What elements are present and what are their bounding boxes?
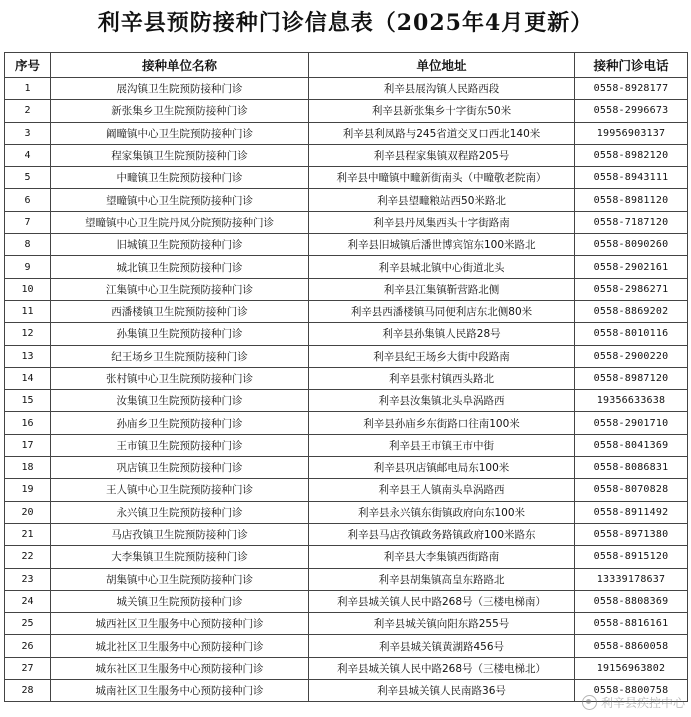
cell-address: 利辛县新张集乡十字街东50米	[309, 100, 575, 122]
table-row	[5, 479, 688, 501]
page-title: 利辛县预防接种门诊信息表（2025年4月更新）	[97, 10, 594, 36]
table-row	[5, 590, 688, 612]
table-row	[5, 457, 688, 479]
table-row	[5, 189, 688, 211]
cell-phone: 0558-8041369	[575, 434, 688, 456]
cell-index: 4	[5, 144, 51, 166]
cell-unit-name: 孙庙乡卫生院预防接种门诊	[51, 412, 309, 434]
cell-phone: 0558-8816161	[575, 613, 688, 635]
cell-unit-name: 纪王场乡卫生院预防接种门诊	[51, 345, 309, 367]
cell-phone: 0558-8981120	[575, 189, 688, 211]
cell-phone: 0558-2901710	[575, 412, 688, 434]
cell-address: 利辛县汝集镇北头阜涡路西	[309, 390, 575, 412]
cell-phone: 0558-8086831	[575, 457, 688, 479]
cell-unit-name: 江集镇中心卫生院预防接种门诊	[51, 278, 309, 300]
cell-unit-name: 城北社区卫生服务中心预防接种门诊	[51, 635, 309, 657]
cell-unit-name: 城北镇卫生院预防接种门诊	[51, 256, 309, 278]
cell-index: 14	[5, 367, 51, 389]
cell-index: 25	[5, 613, 51, 635]
cell-index: 3	[5, 122, 51, 144]
cell-address: 利辛县张村镇西头路北	[309, 367, 575, 389]
cell-address: 利辛县永兴镇东街镇政府向东100米	[309, 501, 575, 523]
cell-address: 利辛县城关镇向阳东路255号	[309, 613, 575, 635]
watermark-text: 利辛县疾控中心	[600, 696, 685, 710]
cell-address: 利辛县城北镇中心街道北头	[309, 256, 575, 278]
table-row	[5, 523, 688, 545]
table-row	[5, 657, 688, 679]
cell-unit-name: 城西社区卫生服务中心预防接种门诊	[51, 613, 309, 635]
cell-index: 28	[5, 680, 51, 702]
table-row	[5, 144, 688, 166]
cell-index: 2	[5, 100, 51, 122]
cell-address: 利辛县中疃镇中疃新街南头（中疃敬老院南）	[309, 167, 575, 189]
cell-phone: 0558-7187120	[575, 211, 688, 233]
cell-phone: 0558-2900220	[575, 345, 688, 367]
cell-phone: 0558-8971380	[575, 523, 688, 545]
cell-unit-name: 汝集镇卫生院预防接种门诊	[51, 390, 309, 412]
table-row	[5, 100, 688, 122]
cell-index: 8	[5, 234, 51, 256]
cell-index: 19	[5, 479, 51, 501]
cell-phone: 0558-8090260	[575, 234, 688, 256]
cell-address: 利辛县城关镇黄湖路456号	[309, 635, 575, 657]
cell-address: 利辛县王市镇王市中街	[309, 434, 575, 456]
table-body	[5, 78, 688, 702]
cell-index: 13	[5, 345, 51, 367]
cell-address: 利辛县马店孜镇政务路镇政府100米路东	[309, 523, 575, 545]
cell-index: 20	[5, 501, 51, 523]
table-row	[5, 78, 688, 100]
header-unit-name: 接种单位名称	[51, 53, 309, 78]
table-header-row	[5, 53, 688, 78]
cell-index: 17	[5, 434, 51, 456]
table-row	[5, 211, 688, 233]
cell-address: 利辛县大李集镇西街路南	[309, 546, 575, 568]
cell-unit-name: 王市镇卫生院预防接种门诊	[51, 434, 309, 456]
cell-phone: 19356633638	[575, 390, 688, 412]
cell-unit-name: 城东社区卫生服务中心预防接种门诊	[51, 657, 309, 679]
cell-address: 利辛县望疃粮站西50米路北	[309, 189, 575, 211]
table-row	[5, 345, 688, 367]
cell-unit-name: 展沟镇卫生院预防接种门诊	[51, 78, 309, 100]
cell-address: 利辛县胡集镇高皇东路路北	[309, 568, 575, 590]
logo-circle-icon	[582, 695, 597, 710]
cell-index: 6	[5, 189, 51, 211]
cell-address: 利辛县巩店镇邮电局东100米	[309, 457, 575, 479]
table-row	[5, 412, 688, 434]
cell-phone: 0558-8070828	[575, 479, 688, 501]
cell-phone: 0558-8915120	[575, 546, 688, 568]
cell-unit-name: 城关镇卫生院预防接种门诊	[51, 590, 309, 612]
cell-phone: 0558-8911492	[575, 501, 688, 523]
cell-address: 利辛县王人镇南头阜涡路西	[309, 479, 575, 501]
cell-address: 利辛县西潘楼镇马同便利店东北侧80米	[309, 300, 575, 322]
table-row	[5, 234, 688, 256]
table-row	[5, 278, 688, 300]
cell-address: 利辛县城关镇人民中路268号（三楼电梯北）	[309, 657, 575, 679]
cell-unit-name: 中疃镇卫生院预防接种门诊	[51, 167, 309, 189]
cell-unit-name: 程家集镇卫生院预防接种门诊	[51, 144, 309, 166]
cell-unit-name: 大李集镇卫生院预防接种门诊	[51, 546, 309, 568]
table-row	[5, 167, 688, 189]
table-row	[5, 390, 688, 412]
cell-unit-name: 望疃镇中心卫生院预防接种门诊	[51, 189, 309, 211]
cell-phone: 0558-8982120	[575, 144, 688, 166]
table-row	[5, 367, 688, 389]
cell-index: 7	[5, 211, 51, 233]
cell-index: 16	[5, 412, 51, 434]
cell-unit-name: 王人镇中心卫生院预防接种门诊	[51, 479, 309, 501]
cell-unit-name: 马店孜镇卫生院预防接种门诊	[51, 523, 309, 545]
cell-phone: 0558-8860058	[575, 635, 688, 657]
cell-phone: 0558-8869202	[575, 300, 688, 322]
cell-unit-name: 阚疃镇中心卫生院预防接种门诊	[51, 122, 309, 144]
cell-address: 利辛县利凤路与245省道交叉口西北140米	[309, 122, 575, 144]
cell-index: 26	[5, 635, 51, 657]
cell-address: 利辛县展沟镇人民路西段	[309, 78, 575, 100]
cell-phone: 19156963802	[575, 657, 688, 679]
cell-unit-name: 旧城镇卫生院预防接种门诊	[51, 234, 309, 256]
cell-address: 利辛县江集镇靳营路北侧	[309, 278, 575, 300]
cell-index: 15	[5, 390, 51, 412]
table-row	[5, 122, 688, 144]
cell-address: 利辛县城关镇人民中路268号（三楼电梯南）	[309, 590, 575, 612]
cell-index: 21	[5, 523, 51, 545]
cell-unit-name: 西潘楼镇卫生院预防接种门诊	[51, 300, 309, 322]
cell-phone: 0558-8808369	[575, 590, 688, 612]
cell-unit-name: 巩店镇卫生院预防接种门诊	[51, 457, 309, 479]
cell-index: 12	[5, 323, 51, 345]
cell-phone: 19956903137	[575, 122, 688, 144]
cell-unit-name: 孙集镇卫生院预防接种门诊	[51, 323, 309, 345]
cell-index: 1	[5, 78, 51, 100]
cell-unit-name: 城南社区卫生服务中心预防接种门诊	[51, 680, 309, 702]
cell-address: 利辛县城关镇人民南路36号	[309, 680, 575, 702]
cell-unit-name: 永兴镇卫生院预防接种门诊	[51, 501, 309, 523]
cell-index: 5	[5, 167, 51, 189]
cell-phone: 0558-2996673	[575, 100, 688, 122]
cell-index: 27	[5, 657, 51, 679]
table-row	[5, 546, 688, 568]
cell-unit-name: 张村镇中心卫生院预防接种门诊	[51, 367, 309, 389]
cell-address: 利辛县孙集镇人民路28号	[309, 323, 575, 345]
watermark	[582, 694, 685, 711]
table-row	[5, 501, 688, 523]
cell-index: 24	[5, 590, 51, 612]
table-row	[5, 256, 688, 278]
cell-phone: 0558-2986271	[575, 278, 688, 300]
cell-phone: 0558-8987120	[575, 367, 688, 389]
clinic-table	[4, 52, 688, 702]
cell-index: 11	[5, 300, 51, 322]
cell-index: 23	[5, 568, 51, 590]
header-index: 序号	[5, 53, 51, 78]
table-row	[5, 300, 688, 322]
cell-address: 利辛县程家集镇双程路205号	[309, 144, 575, 166]
cell-index: 18	[5, 457, 51, 479]
table-row	[5, 323, 688, 345]
cell-unit-name: 望疃镇中心卫生院丹凤分院预防接种门诊	[51, 211, 309, 233]
cell-index: 9	[5, 256, 51, 278]
header-phone: 接种门诊电话	[575, 53, 688, 78]
table-row	[5, 613, 688, 635]
cell-address: 利辛县纪王场乡大街中段路南	[309, 345, 575, 367]
cell-address: 利辛县丹凤集西头十字街路南	[309, 211, 575, 233]
table-row	[5, 635, 688, 657]
cell-phone: 0558-8010116	[575, 323, 688, 345]
cell-phone: 0558-8800758	[575, 680, 688, 702]
cell-phone: 13339178637	[575, 568, 688, 590]
cell-phone: 0558-2902161	[575, 256, 688, 278]
cell-unit-name: 胡集镇中心卫生院预防接种门诊	[51, 568, 309, 590]
cell-address: 利辛县孙庙乡东街路口往南100米	[309, 412, 575, 434]
cell-index: 10	[5, 278, 51, 300]
table-row	[5, 434, 688, 456]
cell-phone: 0558-8943111	[575, 167, 688, 189]
cell-unit-name: 新张集乡卫生院预防接种门诊	[51, 100, 309, 122]
cell-address: 利辛县旧城镇后潘世博宾馆东100米路北	[309, 234, 575, 256]
cell-index: 22	[5, 546, 51, 568]
cell-phone: 0558-8928177	[575, 78, 688, 100]
table-row	[5, 568, 688, 590]
header-address: 单位地址	[309, 53, 575, 78]
